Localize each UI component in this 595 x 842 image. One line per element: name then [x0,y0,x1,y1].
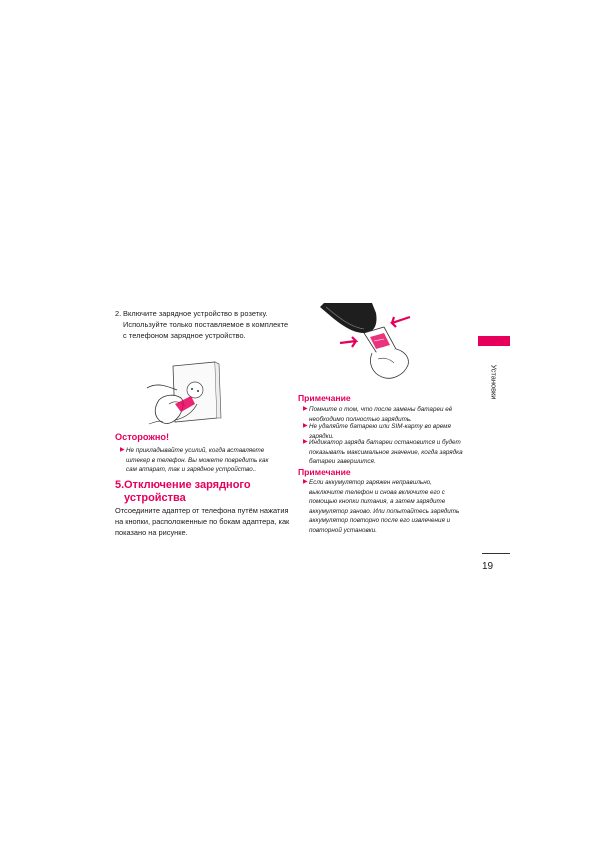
note-2-title: Примечание [298,467,351,477]
bullet-icon: ▶ [303,406,308,412]
step-number: 2. [115,309,122,318]
caution-item [120,446,270,475]
step-text: Включите зарядное устройство в розетку. Используйте только поставляемое в комплекте с телефоном зарядное устройство. [123,309,289,340]
bullet-icon: ▶ [303,479,308,485]
page-number: 19 [482,561,494,572]
step-2 [115,308,290,341]
section-tab-marker [478,336,510,346]
charger-plug-illustration [145,360,235,432]
note-1-item-text: Помните о том, что после замены батареи её необходимо полностью зарядить. [309,406,453,423]
bullet-icon: ▶ [303,423,308,429]
note-2-item [303,478,465,536]
bullet-icon: ▶ [120,447,125,453]
note-2-item-text: Если аккумулятор заряжен неправильно, выключите телефон и снова включите его с помощью кнопки питания, а затем зарядите аккумулятор заново. Или попытайтесь зарядить аккумулятор повторно после его извлечения и повторной установки. [309,479,460,534]
bullet-icon: ▶ [303,439,308,445]
page-number-rule [482,553,510,554]
note-1-item-text: Индикатор заряда батареи остановится и будет показывать максимальное значение, когда зарядка батареи завершится. [309,439,463,466]
note-1-item [303,438,465,467]
section-tab-text: Установки [489,364,499,400]
caution-title: Осторожно! [115,432,170,442]
section-tab-label [474,352,514,412]
section-5-body: Отсоедините адаптер от телефона путём нажатия на кнопки, расположенные по бокам адаптера, как показано на рисунке. [115,506,290,537]
section-title-text: Отключение зарядного устройства [124,479,251,504]
charger-disconnect-illustration [318,303,418,381]
caution-item-text: Не прикладывайте усилий, когда вставляете штекер в телефон. Вы можете повредить как сам аппарат, так и зарядное устройство.. [126,447,269,474]
section-number: 5. [115,479,125,491]
section-5-title [115,479,295,504]
note-1-item-text: Не удаляйте батарею или SIM-карту во время зарядки. [309,423,451,440]
note-1-title: Примечание [298,393,351,403]
